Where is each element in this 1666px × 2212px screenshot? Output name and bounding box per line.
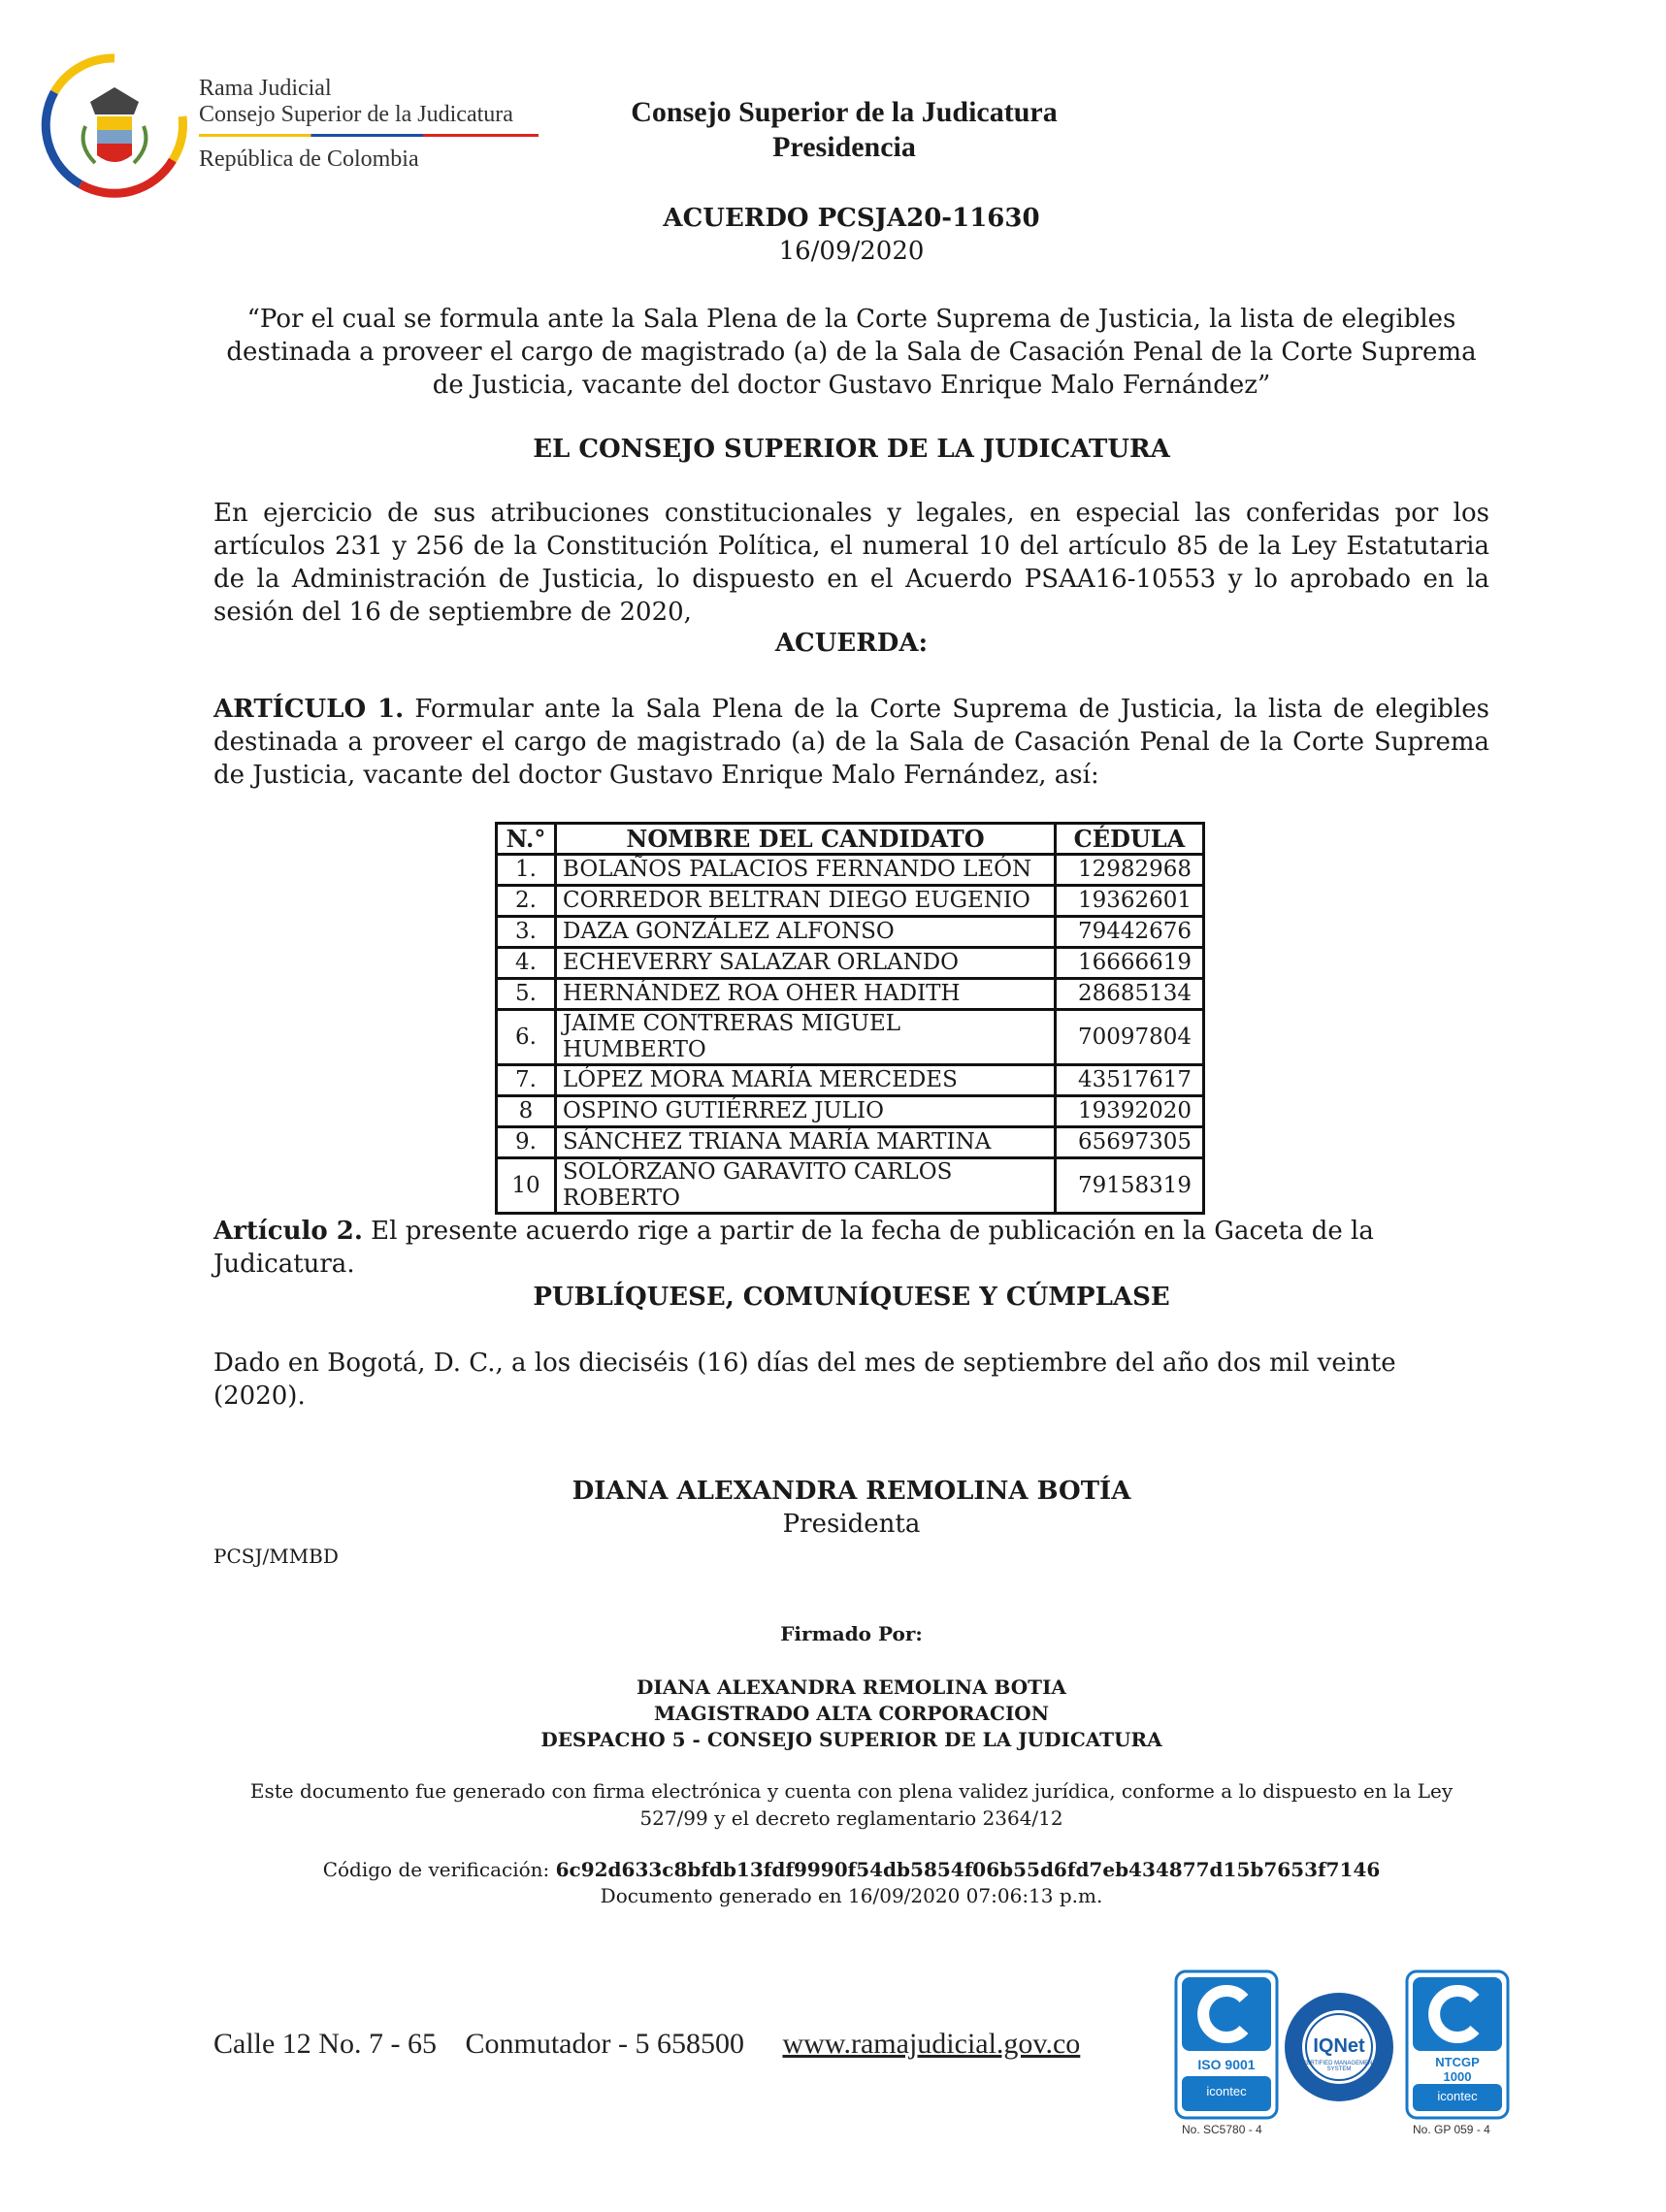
iso-certificate-code: No. SC5780 - 4: [1182, 2123, 1262, 2136]
electronic-signer-title: MAGISTRADO ALTA CORPORACION: [653, 1702, 1050, 1725]
table-row: [497, 948, 1204, 979]
candidate-name: JAIME CONTRERAS MIGUEL HUMBERTO: [556, 1010, 1056, 1065]
row-number: 10: [497, 1158, 556, 1214]
candidate-name: CORREDOR BELTRAN DIEGO EUGENIO: [556, 886, 1056, 917]
brand-line-2: Consejo Superior de la Judicatura: [199, 102, 513, 127]
iso-label: ISO 9001: [1197, 2057, 1256, 2072]
considerando-paragraph: En ejercicio de sus atribuciones constitucionales y legales, en especial las conferidas por los artículos 231 y 256 de la Constitución Política, el numeral 10 del artículo 85 de la Ley Estatutaria de la Administración de Justicia, lo dispuesto en el Acuerdo PSAA16-10553 y lo aprobado en la sesión del 16 de septiembre de 2020,: [213, 499, 1489, 627]
iqnet-label: IQNet: [1313, 2035, 1365, 2057]
footer-contact: [213, 2028, 1101, 2061]
candidate-cedula: 43517617: [1056, 1065, 1204, 1096]
row-number: 9.: [497, 1127, 556, 1158]
ntcgp-label: NTCGP 1000: [1435, 2055, 1480, 2084]
heading-publiquese: PUBLÍQUESE, COMUNÍQUESE Y CÚMPLASE: [533, 1283, 1170, 1312]
initials: PCSJ/MMBD: [213, 1545, 339, 1568]
footer-website-link[interactable]: www.ramajudicial.gov.co: [782, 2028, 1081, 2060]
candidate-name: DAZA GONZÁLEZ ALFONSO: [556, 917, 1056, 948]
legal-notice: Este documento fue generado con firma electrónica y cuenta con plena validez jurídica, conforme a lo dispuesto en la Ley 527/99 y el decreto reglamentario 2364/12: [249, 1779, 1454, 1830]
candidates-table: [495, 822, 1205, 1215]
verification-block: [0, 1857, 1666, 1909]
candidate-cedula: 79158319: [1056, 1158, 1204, 1214]
ntcgp-icontec-label: icontec: [1437, 2089, 1478, 2103]
header-title-line-2: Presidencia: [772, 131, 916, 163]
table-row: [497, 1096, 1204, 1127]
table-row: [497, 1127, 1204, 1158]
candidate-cedula: 16666619: [1056, 948, 1204, 979]
verification-label: Código de verificación:: [322, 1858, 556, 1881]
header-title-line-1: Consejo Superior de la Judicatura: [631, 96, 1058, 128]
row-number: 1.: [497, 855, 556, 886]
row-number: 6.: [497, 1010, 556, 1065]
candidate-cedula: 70097804: [1056, 1010, 1204, 1065]
column-header-name: NOMBRE DEL CANDIDATO: [556, 824, 1056, 855]
column-header-number: N.°: [497, 824, 556, 855]
candidate-name: BOLAÑOS PALACIOS FERNANDO LEÓN: [556, 855, 1056, 886]
heading-consejo: EL CONSEJO SUPERIOR DE LA JUDICATURA: [533, 435, 1170, 464]
verification-code: 6c92d633c8bfdb13fdf9990f54db5854f06b55d6fd7eb434877d15b7653f7146: [555, 1858, 1381, 1881]
acuerdo-quote: “Por el cual se formula ante la Sala Plena de la Corte Suprema de Justicia, la lista de elegibles destinada a proveer el cargo de magistrado (a) de la Sala de Casación Penal de la Corte Suprema de Justicia, vacante del doctor Gustavo Enrique Malo Fernández”: [226, 305, 1477, 400]
electronic-signer-office: DESPACHO 5 - CONSEJO SUPERIOR DE LA JUDICATURA: [540, 1728, 1162, 1751]
table-row: [497, 1065, 1204, 1096]
articulo-2: [213, 1215, 1489, 1281]
candidate-cedula: 28685134: [1056, 979, 1204, 1010]
column-header-cedula: CÉDULA: [1056, 824, 1204, 855]
table-row: [497, 1158, 1204, 1214]
electronic-signer-name: DIANA ALEXANDRA REMOLINA BOTIA: [637, 1675, 1066, 1699]
candidate-cedula: 19392020: [1056, 1096, 1204, 1127]
candidate-name: SÁNCHEZ TRIANA MARÍA MARTINA: [556, 1127, 1056, 1158]
row-number: 2.: [497, 886, 556, 917]
candidate-name: ECHEVERRY SALAZAR ORLANDO: [556, 948, 1056, 979]
acuerdo-date: 16/09/2020: [778, 237, 925, 266]
footer-phone: Conmutador - 5 658500: [465, 2028, 744, 2060]
candidate-cedula: 65697305: [1056, 1127, 1204, 1158]
iqnet-certification: [1281, 1989, 1397, 2105]
row-number: 8: [497, 1096, 556, 1127]
dado-paragraph: Dado en Bogotá, D. C., a los dieciséis (16) días del mes de septiembre del año dos mil veinte (2020).: [213, 1349, 1396, 1411]
articulo-1-text: Formular ante la Sala Plena de la Corte Suprema de Justicia, la lista de elegibles destinada a proveer el cargo de magistrado (a) de la Sala de Casación Penal de la Corte Suprema de Justicia, vacante del doctor Gustavo Enrique Malo Fernández, así:: [213, 695, 1489, 790]
candidate-name: LÓPEZ MORA MARÍA MERCEDES: [556, 1065, 1056, 1096]
candidate-name: SOLÓRZANO GARAVITO CARLOS ROBERTO: [556, 1158, 1056, 1214]
table-row: [497, 855, 1204, 886]
candidate-cedula: 12982968: [1056, 855, 1204, 886]
verification-line: [0, 1857, 1666, 1883]
table-header-row: [497, 824, 1204, 855]
iqnet-ring-text: CERTIFIED MANAGEMENT SYSTEM: [1301, 2061, 1377, 2072]
iso-9001-certification: [1174, 1969, 1279, 2136]
candidate-cedula: 19362601: [1056, 886, 1204, 917]
table-row: [497, 917, 1204, 948]
articulo-1-label: ARTÍCULO 1.: [213, 695, 405, 724]
brand-divider: [199, 134, 539, 137]
candidate-cedula: 79442676: [1056, 917, 1204, 948]
footer-address: Calle 12 No. 7 - 65: [213, 2028, 437, 2060]
articulo-2-label: Artículo 2.: [213, 1217, 363, 1246]
articulo-2-text: El presente acuerdo rige a partir de la fecha de publicación en la Gaceta de la Judicatura.: [213, 1217, 1374, 1279]
iso-icontec-label: icontec: [1206, 2084, 1247, 2098]
generated-timestamp: Documento generado en 16/09/2020 07:06:13 p.m.: [600, 1884, 1103, 1907]
electronic-signer-block: [0, 1675, 1666, 1753]
row-number: 4.: [497, 948, 556, 979]
row-number: 5.: [497, 979, 556, 1010]
table-row: [497, 1010, 1204, 1065]
firmado-por-label: Firmado Por:: [780, 1622, 923, 1645]
table-row: [497, 979, 1204, 1010]
heading-acuerda: ACUERDA:: [774, 629, 929, 658]
ntcgp-certificate-code: No. GP 059 - 4: [1413, 2123, 1490, 2136]
candidate-name: HERNÁNDEZ ROA OHER HADITH: [556, 979, 1056, 1010]
brand-block: [199, 76, 539, 173]
signer-role: Presidenta: [782, 1510, 921, 1539]
articulo-1: [213, 693, 1489, 792]
brand-line-3: República de Colombia: [199, 146, 419, 172]
row-number: 7.: [497, 1065, 556, 1096]
header-title: [543, 95, 1145, 165]
rama-judicial-logo: [37, 49, 192, 204]
candidate-name: OSPINO GUTIÉRREZ JULIO: [556, 1096, 1056, 1127]
acuerdo-number: ACUERDO PCSJA20-11630: [663, 204, 1040, 233]
row-number: 3.: [497, 917, 556, 948]
signer-name: DIANA ALEXANDRA REMOLINA BOTÍA: [572, 1477, 1131, 1506]
brand-line-1: Rama Judicial: [199, 76, 332, 101]
table-row: [497, 886, 1204, 917]
ntcgp-1000-certification: [1405, 1969, 1510, 2136]
